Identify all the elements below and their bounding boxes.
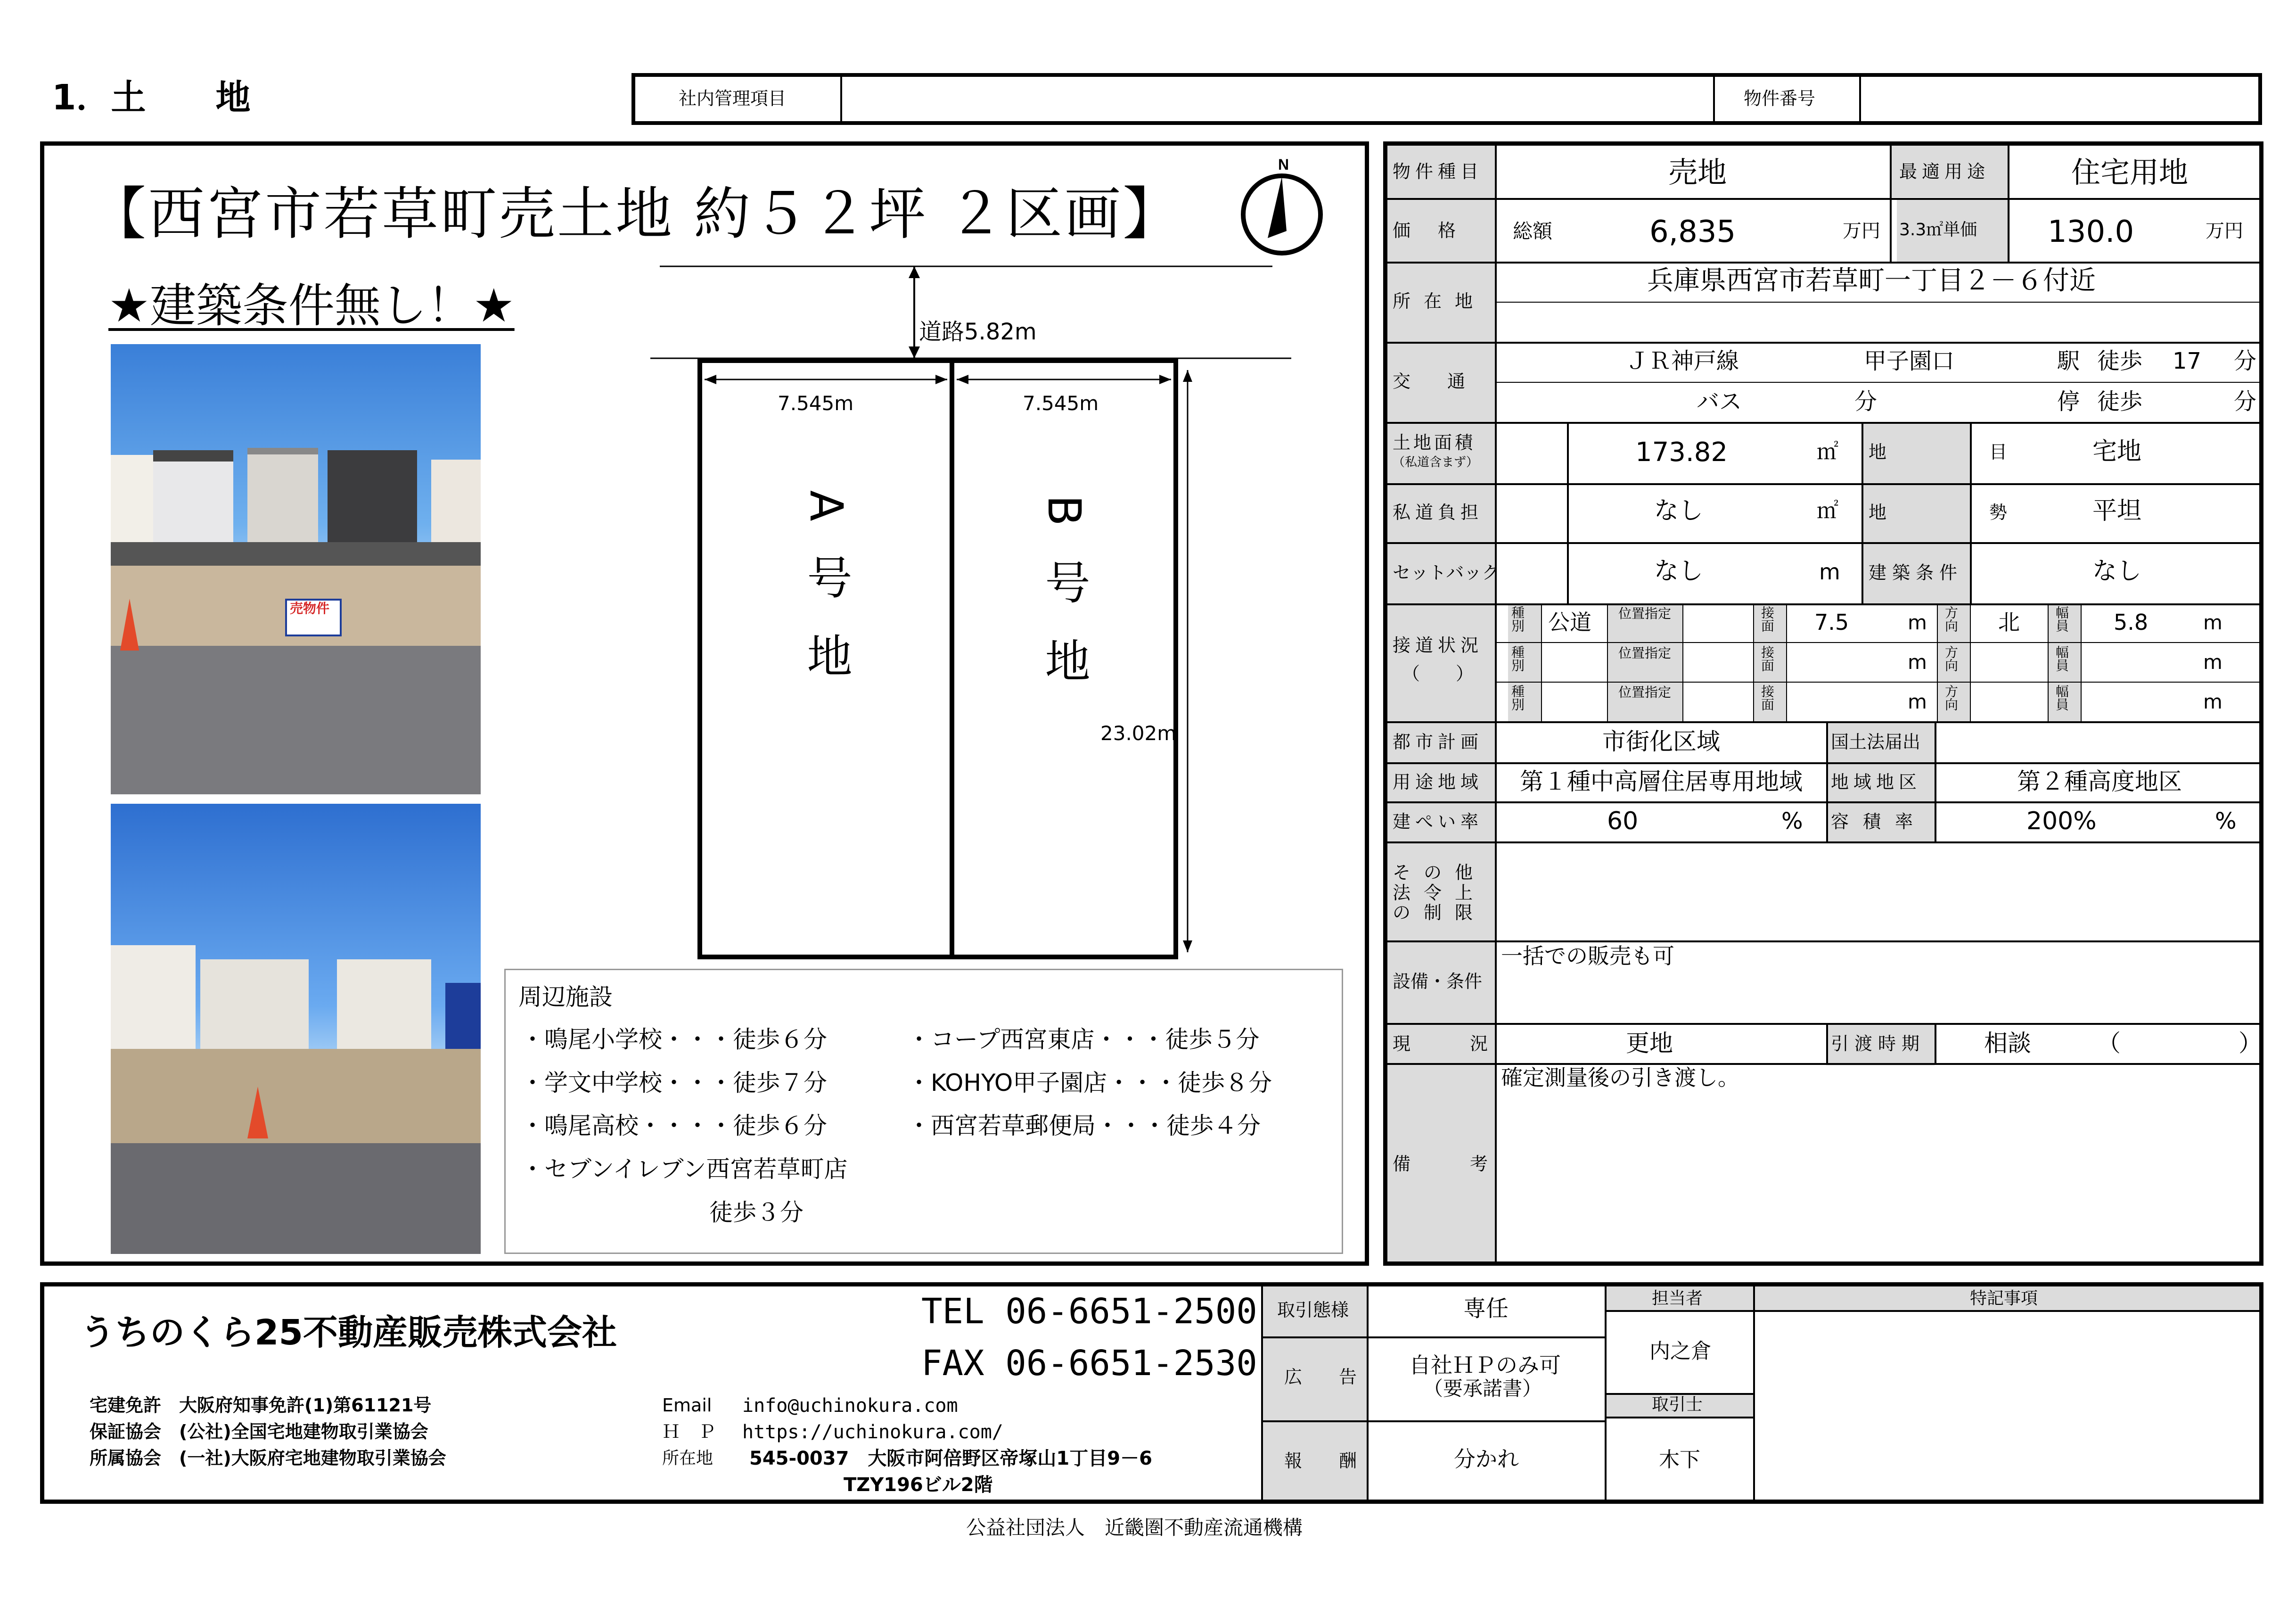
road-width-unit-3: m: [1908, 690, 1927, 713]
facility-value: 一括での販売も可: [1501, 943, 1674, 969]
lot-a-width: 7.545m: [778, 392, 854, 415]
mgmt-label: 社内管理項目: [679, 88, 787, 109]
chisei-value: 平坦: [2092, 497, 2142, 525]
lot-a-label: A号地: [800, 490, 853, 711]
private-road-value: なし: [1654, 497, 1704, 525]
road-kind-label-3: 種別: [1509, 684, 1525, 711]
road-face-label-2: 接面: [1759, 645, 1775, 672]
walk-minutes: 17: [2173, 348, 2202, 374]
fee-label: 報 酬: [1284, 1451, 1367, 1471]
area-label: 土地面積: [1393, 432, 1476, 453]
zoning-label: 用途地域: [1393, 772, 1484, 792]
road-dir-label-2: 方向: [1943, 645, 1959, 672]
road-face-label-1: 接面: [1759, 606, 1775, 632]
area-sub-label: （私道含まず）: [1393, 455, 1479, 470]
coverage-value: 60: [1607, 807, 1639, 835]
type-label: 物件種目: [1393, 161, 1484, 182]
station-suffix: 駅: [2057, 348, 2080, 374]
guarantee-assoc: 保証協会 (公社)全国宅地建物取引業協会: [90, 1421, 428, 1442]
stop-label: 停: [2057, 388, 2080, 415]
management-bar: [631, 73, 2262, 125]
station-name: 甲子園口: [1864, 348, 1955, 374]
chimoku-label: 地 目: [1869, 442, 2050, 462]
condition-value: なし: [2092, 557, 2142, 585]
photo1-sign: 売物件: [290, 601, 330, 616]
staff-value: 内之倉: [1649, 1339, 1712, 1363]
fee-value: 分かれ: [1454, 1446, 1519, 1472]
email-label: Email: [662, 1395, 712, 1416]
road-pos-label-1: 位置指定: [1618, 606, 1671, 621]
address-label: 所在地: [662, 1449, 713, 1468]
status-label: 現 況: [1393, 1033, 1509, 1054]
deal-type-value: 専任: [1463, 1295, 1509, 1322]
district-value: 第２種高度地区: [2017, 768, 2182, 795]
nearby-right-3: ・西宮若草郵便局・・・徒歩４分: [907, 1112, 1261, 1139]
svg-text:N: N: [1278, 156, 1289, 173]
handover-value: 相談: [1984, 1030, 2031, 1057]
nearby-left-1: ・鳴尾小学校・・・徒歩６分: [521, 1026, 827, 1053]
area-value: 173.82: [1635, 437, 1728, 468]
road-access-label: 接道状況: [1393, 635, 1484, 656]
road-haba-label-3: 幅員: [2054, 684, 2069, 711]
prop-no-label: 物件番号: [1744, 88, 1816, 109]
nearby-left-2: ・学文中学校・・・徒歩７分: [521, 1069, 827, 1096]
lot-photo-1: [111, 344, 481, 794]
total-unit: 万円: [1843, 220, 1880, 242]
national-label: 国土法届出: [1831, 732, 1921, 752]
setback-unit: m: [1819, 559, 1840, 585]
section-title: 1．土 地: [52, 77, 251, 118]
train-line: ＪＲ神戸線: [1626, 348, 1739, 374]
walk-label: 徒歩: [2097, 348, 2143, 374]
ad-title: 【西宮市若草町売土地 約５２坪 ２区画】: [90, 181, 1181, 247]
stop-walk-label: 徒歩: [2097, 388, 2143, 415]
road-width-unit-2: m: [1908, 651, 1927, 674]
road-haba-unit-3: m: [2203, 690, 2222, 713]
road-haba-unit-2: m: [2203, 651, 2222, 674]
road-kind-value-1: 公道: [1548, 610, 1591, 635]
road-kind-label-1: 種別: [1509, 606, 1525, 632]
road-width-value-1: 7.5: [1814, 610, 1849, 635]
unit-price-value: 130.0: [2048, 214, 2134, 249]
total-value: 6,835: [1649, 214, 1736, 249]
coverage-label: 建ぺい率: [1393, 811, 1484, 832]
nearby-right-2: ・KOHYO甲子園店・・・徒歩８分: [907, 1069, 1272, 1096]
road-dir-label-1: 方向: [1943, 606, 1959, 632]
facility-label: 設備・条件: [1393, 971, 1483, 992]
chimoku-value: 宅地: [2092, 437, 2142, 466]
ad-subtitle: ★建築条件無し！★: [108, 279, 515, 333]
tel: TEL 06-6651-2500: [921, 1291, 1257, 1332]
nearby-right-1: ・コープ西宮東店・・・徒歩５分: [907, 1026, 1260, 1053]
compass-icon: [1239, 156, 1324, 259]
area-unit: ㎡: [1817, 439, 1838, 464]
city-plan-label: 都市計画: [1393, 732, 1484, 752]
city-plan-value: 市街化区域: [1602, 728, 1720, 755]
hp-label: Ｈ Ｐ: [662, 1421, 716, 1442]
ad-permission-label: 広 告: [1284, 1367, 1367, 1387]
coverage-unit: %: [1781, 808, 1803, 834]
best-use-value: 住宅用地: [2071, 155, 2189, 190]
setback-label: セットバック: [1393, 562, 1500, 583]
walk-unit: 分: [2234, 348, 2257, 374]
traffic-label: 交 通: [1393, 371, 1475, 392]
private-road-unit: ㎡: [1817, 498, 1838, 523]
status-value: 更地: [1626, 1030, 1673, 1057]
far-value: 200%: [2026, 807, 2097, 835]
address-line-2: TZY196ビル2階: [844, 1474, 993, 1496]
ad-permission-value-2: （要承諾書）: [1423, 1377, 1542, 1400]
address-line-1: 545-0037 大阪市阿倍野区帝塚山1丁目9－6: [749, 1448, 1152, 1469]
remarks-label: 備 考: [1393, 1154, 1509, 1174]
nearby-left-5: 徒歩３分: [521, 1199, 804, 1226]
location-value: 兵庫県西宮市若草町一丁目２－６付近: [1647, 265, 2096, 296]
nearby-left-4: ・セブンイレブン西宮若草町店: [521, 1155, 848, 1183]
nearby-title: 周辺施設: [518, 983, 613, 1011]
road-pos-label-3: 位置指定: [1618, 684, 1671, 700]
far-unit: %: [2215, 808, 2237, 834]
lot-b-label: B号地: [1038, 495, 1091, 716]
email[interactable]: info@uchinokura.com: [742, 1395, 958, 1417]
lot-b-width: 7.545m: [1023, 392, 1099, 415]
price-label: 価 格: [1393, 220, 1461, 241]
road-haba-label-2: 幅員: [2054, 645, 2069, 672]
best-use-label: 最適用途: [1899, 161, 1990, 182]
setback-value: なし: [1654, 557, 1704, 585]
dealer-label: 取引士: [1652, 1395, 1703, 1414]
dealer-value: 木下: [1659, 1448, 1700, 1472]
stop-walk-unit: 分: [2234, 388, 2257, 415]
handover-paren: （ ）: [2097, 1030, 2262, 1057]
member-assoc: 所属協会 (一社)大阪府宅地建物取引業協会: [90, 1448, 446, 1468]
road-width: 道路5.82m: [919, 319, 1037, 345]
condition-label: 建築条件: [1869, 562, 1963, 583]
unit-price-unit: 万円: [2206, 220, 2243, 242]
total-label: 総額: [1513, 220, 1553, 243]
lot-photo-2: [111, 804, 481, 1254]
road-face-label-3: 接面: [1759, 684, 1775, 711]
road-access-paren: （ ）: [1402, 663, 1474, 684]
handover-label: 引渡時期: [1831, 1033, 1926, 1054]
remarks-value: 確定測量後の引き渡し。: [1501, 1065, 1739, 1090]
nearby-left-3: ・鳴尾高校・・・・徒歩６分: [521, 1112, 827, 1139]
organization: 公益社団法人 近畿圏不動産流通機構: [966, 1516, 1303, 1539]
lot-diagram: [650, 259, 1291, 966]
lot-depth: 23.02m: [1100, 722, 1177, 745]
staff-label: 担当者: [1652, 1289, 1703, 1308]
chisei-label: 地 勢: [1869, 502, 2050, 523]
road-haba-label-1: 幅員: [2054, 606, 2069, 632]
road-width-unit-1: m: [1908, 611, 1927, 634]
road-dir-label-3: 方向: [1943, 684, 1959, 711]
deal-type-label: 取引態様: [1277, 1300, 1349, 1320]
zoning-value: 第１種中高層住居専用地域: [1520, 768, 1803, 795]
private-road-label: 私道負担: [1393, 502, 1484, 523]
road-kind-label-2: 種別: [1509, 645, 1525, 672]
company-name: うちのくら25不動産販売株式会社: [80, 1312, 617, 1353]
road-pos-label-2: 位置指定: [1618, 645, 1671, 661]
location-label: 所在地: [1393, 291, 1486, 312]
bus-label: バス: [1697, 388, 1742, 415]
other-restrictions-label: その他法令上の制限: [1393, 862, 1486, 923]
road-haba-value-1: 5.8: [2114, 610, 2148, 635]
far-label: 容積率: [1831, 811, 1927, 832]
special-notes-label: 特記事項: [1970, 1289, 2038, 1308]
district-label: 地域地区: [1831, 772, 1922, 792]
road-dir-value-1: 北: [1998, 610, 2020, 635]
license: 宅建免許 大阪府知事免許(1)第61121号: [90, 1395, 432, 1416]
ad-permission-value-1: 自社ＨＰのみ可: [1409, 1352, 1561, 1378]
bus-unit: 分: [1854, 388, 1878, 415]
hp-url[interactable]: https://uchinokura.com/: [742, 1421, 1003, 1443]
type-value: 売地: [1668, 155, 1727, 190]
road-haba-unit-1: m: [2203, 611, 2222, 634]
unit-price-label: 3.3㎡単価: [1899, 220, 1977, 239]
fax: FAX 06-6651-2530: [921, 1343, 1257, 1384]
